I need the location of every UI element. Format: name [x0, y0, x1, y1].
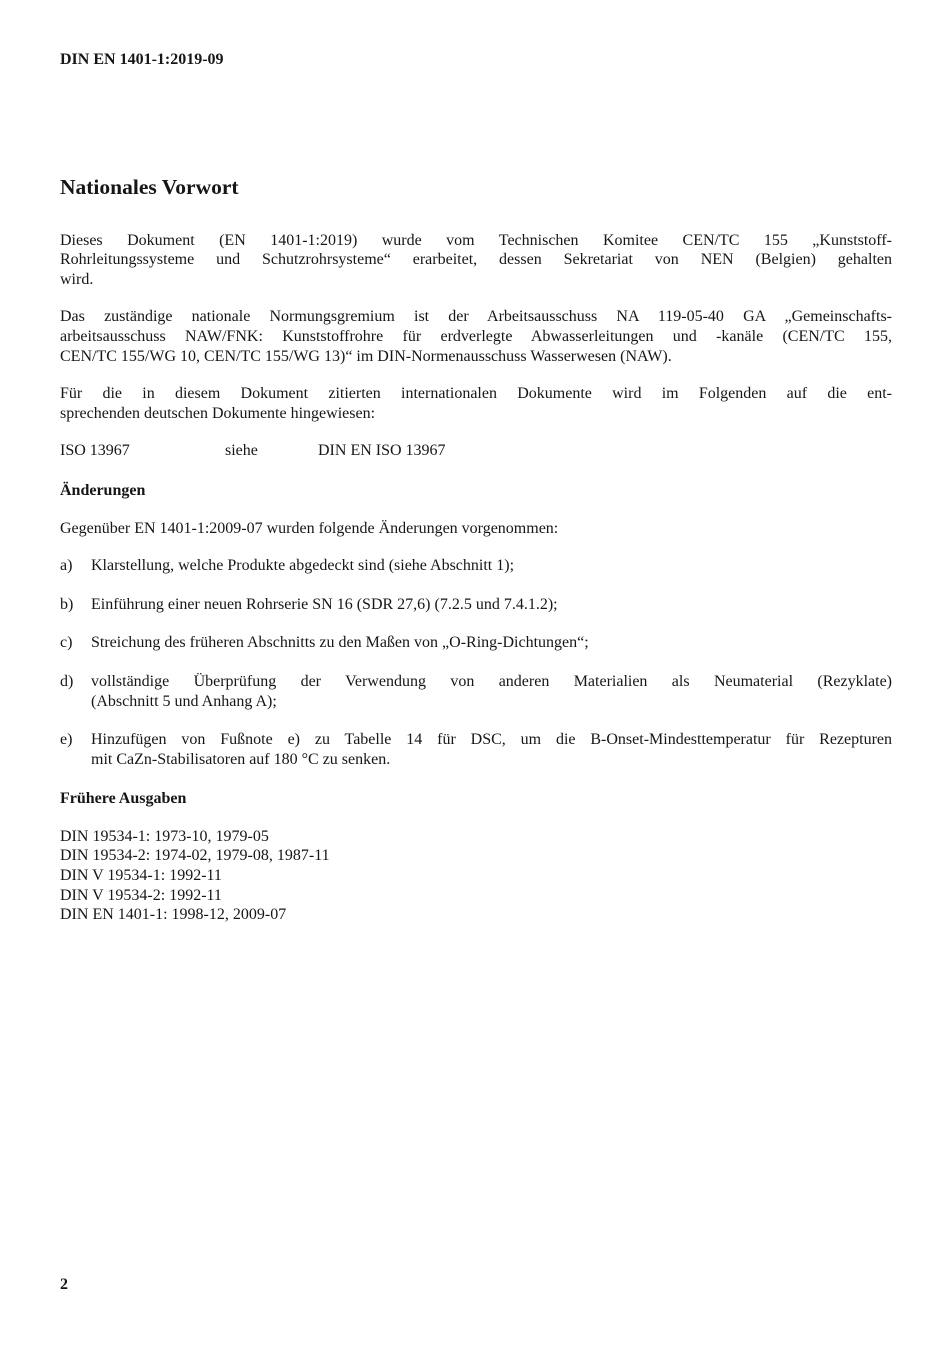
text-line: Das zuständige nationale Normungsgremium ist der Arbeitsausschuss NA 119-05-40 GA „Gemeinschafts- [60, 308, 892, 326]
list-item [60, 730, 892, 769]
list-item-text [91, 730, 892, 769]
list-item-label: d) [60, 672, 74, 690]
text-line: Hinzufügen von Fußnote e) zu Tabelle 14 für DSC, um die B-Onset-Mindesttemperatur für Rezepturen [91, 731, 892, 749]
document-body [60, 173, 892, 925]
text-line: sprechenden deutschen Dokumente hingewiesen: [60, 404, 376, 422]
list-item-text [91, 556, 892, 576]
text-line: Klarstellung, welche Produkte abgedeckt sind (siehe Abschnitt 1); [91, 557, 515, 575]
changes-intro: Gegenüber EN 1401-1:2009-07 wurden folgende Änderungen vorgenommen: [60, 519, 559, 537]
text-line: wird. [60, 270, 94, 288]
text-line: Dieses Dokument (EN 1401-1:2019) wurde vom Technischen Komitee CEN/TC 155 „Kunststoff- [60, 231, 892, 249]
section-heading-previous-editions: Frühere Ausgaben [60, 790, 187, 808]
list-item-label: e) [60, 731, 73, 749]
paragraph-intro-2 [60, 307, 892, 366]
edition-item: DIN 19534-2: 1974-02, 1979-08, 1987-11 [60, 847, 330, 865]
doc-number: DIN EN 1401-1:2019-09 [60, 51, 224, 68]
page-title: Nationales Vorwort [60, 174, 239, 199]
list-item-text [91, 633, 892, 653]
list-item-label: a) [60, 557, 73, 575]
section-heading-changes: Änderungen [60, 481, 146, 499]
text-line: CEN/TC 155/WG 10, CEN/TC 155/WG 13)“ im DIN-Normenausschuss Wasserwesen (NAW). [60, 347, 672, 365]
reference-row [60, 441, 892, 461]
list-item-text [91, 595, 892, 615]
list-item [60, 556, 892, 576]
text-line: Rohrleitungssysteme und Schutzrohrsysteme“ erarbeitet, dessen Sekretariat von NEN (Belgien) gehalten [60, 251, 892, 269]
edition-item: DIN EN 1401-1: 1998-12, 2009-07 [60, 906, 287, 924]
text-line: arbeitsausschuss NAW/FNK: Kunststoffrohre für erdverlegte Abwasserleitungen und -kanäle (CEN/TC 155, [60, 327, 892, 345]
paragraph-intro-3 [60, 384, 892, 423]
document-header [60, 50, 892, 70]
edition-item: DIN 19534-1: 1973-10, 1979-05 [60, 827, 269, 845]
page-number: 2 [60, 1276, 68, 1294]
previous-editions-list [60, 827, 892, 925]
text-line: vollständige Überprüfung der Verwendung von anderen Materialien als Neumaterial (Rezyklate) [91, 672, 892, 690]
list-item [60, 672, 892, 711]
reference-relation: siehe [225, 442, 258, 460]
text-line: Streichung des früheren Abschnitts zu den Maßen von „O-Ring-Dichtungen“; [91, 634, 589, 652]
text-line: (Abschnitt 5 und Anhang A); [91, 692, 277, 710]
edition-item: DIN V 19534-2: 1992-11 [60, 886, 222, 904]
edition-item: DIN V 19534-1: 1992-11 [60, 867, 222, 885]
list-item [60, 595, 892, 615]
text-line: mit CaZn-Stabilisatoren auf 180 °C zu senken. [91, 750, 391, 768]
paragraph-intro-1 [60, 231, 892, 290]
list-item-text [91, 672, 892, 711]
list-item-label: c) [60, 634, 73, 652]
text-line: Einführung einer neuen Rohrserie SN 16 (SDR 27,6) (7.2.5 und 7.4.1.2); [91, 595, 558, 613]
list-item [60, 633, 892, 653]
reference-source: ISO 13967 [60, 442, 130, 460]
text-line: Für die in diesem Dokument zitierten internationalen Dokumente wird im Folgenden auf die ent- [60, 385, 892, 403]
reference-target: DIN EN ISO 13967 [318, 442, 446, 460]
list-item-label: b) [60, 595, 74, 613]
